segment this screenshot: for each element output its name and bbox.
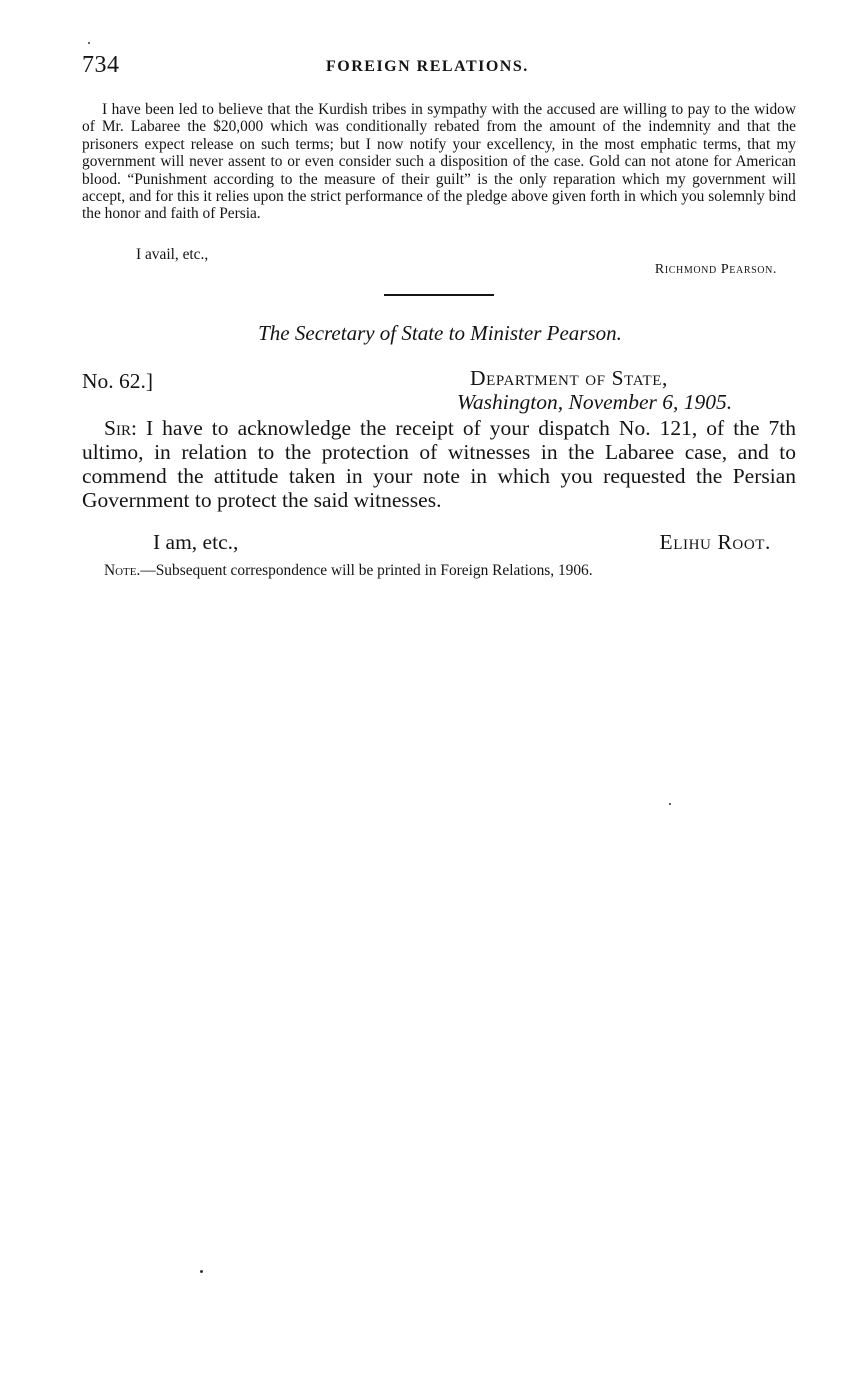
letter-closing: I avail, etc.,: [136, 246, 209, 263]
page-header: [82, 52, 782, 82]
page-number: 734: [82, 52, 120, 78]
print-speck: [88, 42, 90, 44]
dateline: Washington, November 6, 1905.: [457, 390, 733, 414]
letter-paragraph: I have been led to believe that the Kurdish tribes in sympathy with the accused are willing to pay to the widow of Mr. Labaree the $20,000 which was conditionally rebated from the amount of the indemnity and that the prisoners expect release on such terms; but I now notify your excellency, in the most emphatic terms, that my government will never assent to or even consider such a disposition of the case. Gold can not atone for American blood. “Punishment according to the measure of their guilt” is the only reparation which my government will accept, and for this it relies upon the strict performance of the pledge above given forth in which you solemnly bind the honor and faith of Persia.: [82, 101, 796, 223]
print-speck: [669, 803, 671, 805]
department-line: Department of State,: [470, 366, 668, 390]
letter-signature: Elihu Root.: [659, 530, 771, 554]
print-speck: [200, 1270, 203, 1273]
letter-paragraph: [82, 416, 796, 512]
letter-closing: I am, etc.,: [153, 530, 239, 554]
running-title: FOREIGN RELATIONS.: [326, 58, 529, 75]
note-text: —Subsequent correspondence will be printed in Foreign Relations, 1906.: [140, 562, 593, 579]
section-heading: The Secretary of State to Minister Pearson.: [258, 321, 622, 345]
salutation: Sir:: [104, 416, 137, 440]
dispatch-number: No. 62.]: [82, 369, 154, 393]
note-label: Note.: [104, 562, 141, 579]
letter-signature: Richmond Pearson.: [654, 262, 777, 277]
editorial-note: [104, 562, 804, 580]
letter-body: I have to acknowledge the receipt of your dispatch No. 121, of the 7th ultimo, in relation to the protection of witnesses in the Labaree case, and to commend the attitude taken in your note in which you requested the Persian Government to protect the said witnesses.: [82, 416, 796, 512]
section-divider: [384, 294, 494, 296]
